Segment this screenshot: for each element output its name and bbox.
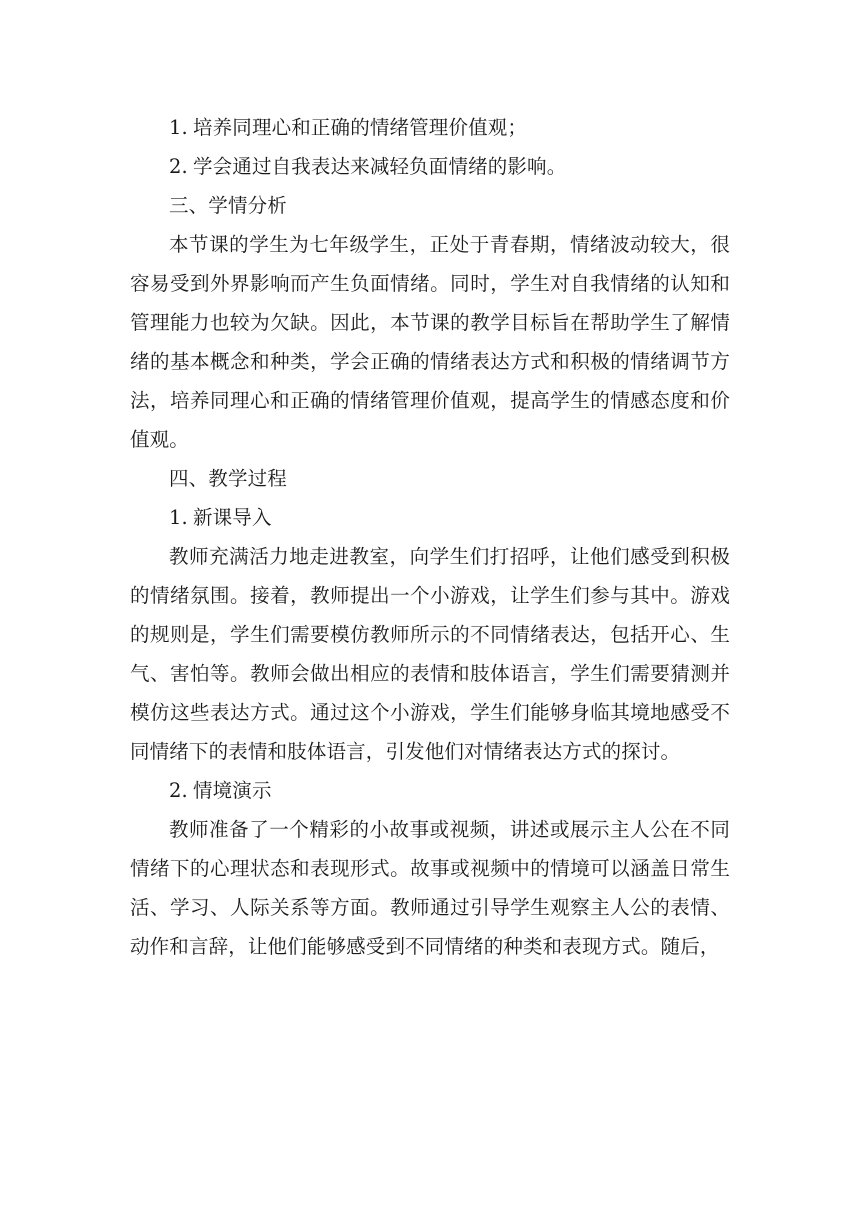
objective-item-2 (130, 147, 730, 186)
document-page (130, 108, 730, 966)
list-number: 1. (169, 506, 188, 529)
list-text: 情境演示 (193, 779, 272, 802)
list-number: 2. (169, 155, 188, 178)
step-heading-introduction (130, 498, 730, 537)
section-heading-learner-analysis: 三、学情分析 (169, 194, 287, 217)
learner-analysis-paragraph: 本节课的学生为七年级学生，正处于青春期，情绪波动较大，很容易受到外界影响而产生负面情绪。同时，学生对自我情绪的认知和管理能力也较为欠缺。因此，本节课的教学目标旨在帮助学生了解情绪的基本概念和种类，学会正确的情绪表达方式和积极的情绪调节方法，培养同理心和正确的情绪管理价值观，提高学生的情感态度和价值观。 (130, 233, 730, 451)
list-number: 1. (169, 116, 188, 139)
list-number: 2. (169, 779, 188, 802)
step-heading-demonstration (130, 771, 730, 810)
objective-item-1 (130, 108, 730, 147)
demonstration-paragraph: 教师准备了一个精彩的小故事或视频，讲述或展示主人公在不同情绪下的心理状态和表现形式。故事或视频中的情境可以涵盖日常生活、学习、人际关系等方面。教师通过引导学生观察主人公的表情、动作和言辞，让他们能够感受到不同情绪的种类和表现方式。随后， (130, 818, 730, 958)
list-text: 培养同理心和正确的情绪管理价值观； (193, 116, 528, 139)
list-text: 学会通过自我表达来减轻负面情绪的影响。 (193, 155, 567, 178)
section-heading-teaching-process: 四、教学过程 (169, 467, 287, 490)
introduction-paragraph: 教师充满活力地走进教室，向学生们打招呼，让他们感受到积极的情绪氛围。接着，教师提出一个小游戏，让学生们参与其中。游戏的规则是，学生们需要模仿教师所示的不同情绪表达，包括开心、生气、害怕等。教师会做出相应的表情和肢体语言，学生们需要猜测并模仿这些表达方式。通过这个小游戏，学生们能够身临其境地感受不同情绪下的表情和肢体语言，引发他们对情绪表达方式的探讨。 (130, 545, 730, 763)
list-text: 新课导入 (193, 506, 272, 529)
